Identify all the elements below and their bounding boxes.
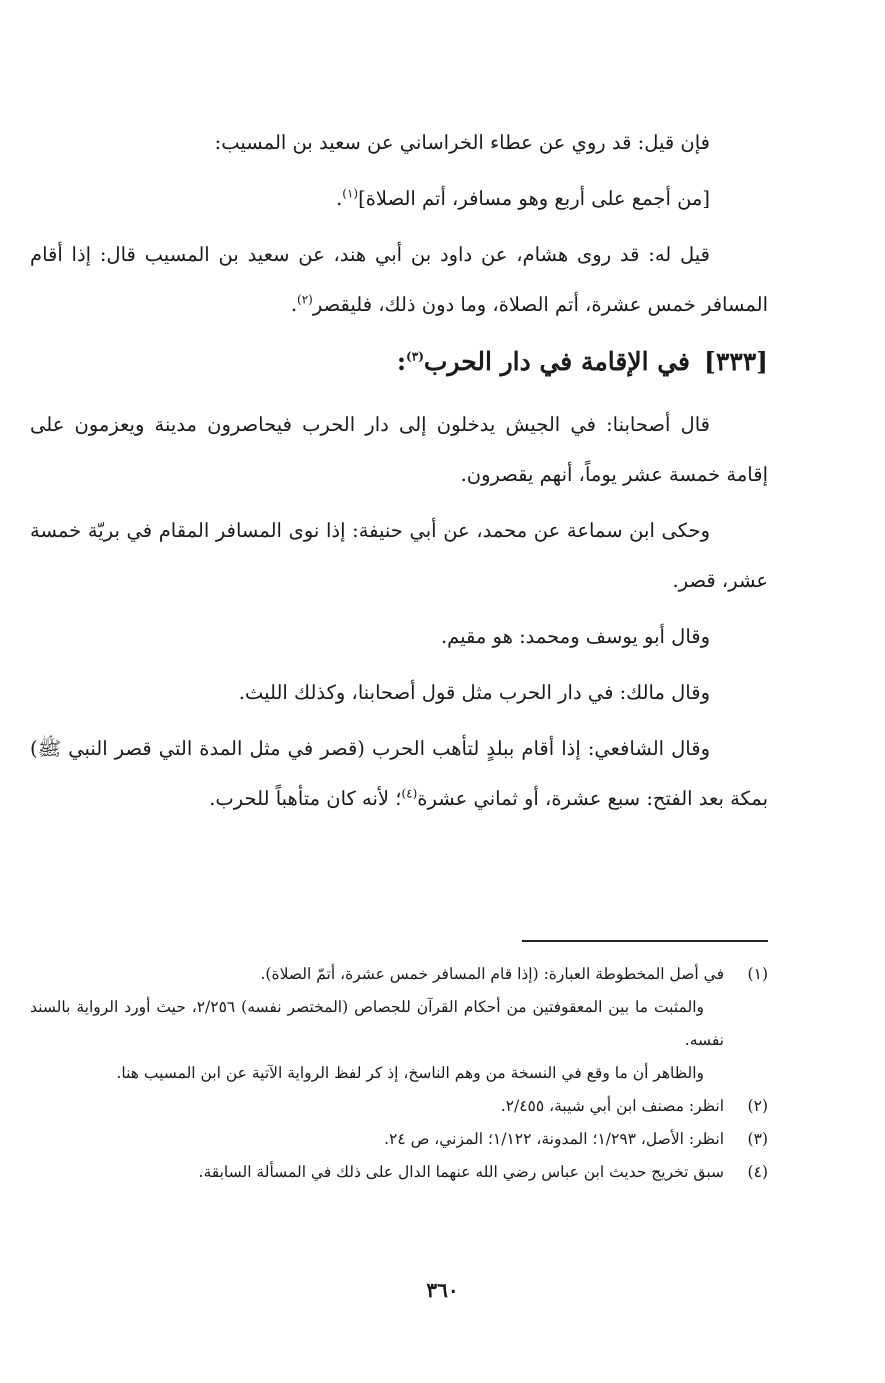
footnote-4 — [30, 1156, 768, 1189]
footnotes — [30, 958, 768, 1189]
paragraph-5: وحكى ابن سماعة عن محمد، عن أبي حنيفة: إذا نوى المسافر المقام في بريّة خمسة عشر، قصر. — [30, 519, 768, 592]
footnote-text: انظر: مصنف ابن أبي شيبة، ٢/٤٥٥. — [500, 1097, 724, 1115]
footnote-number: (١) — [747, 965, 768, 983]
paragraph-6: وقال أبو يوسف ومحمد: هو مقيم. — [440, 625, 710, 648]
footnote-separator — [522, 940, 768, 942]
page-number: ٣٦٠ — [426, 1278, 459, 1302]
footnote-ref-4[interactable]: (٤) — [401, 786, 418, 801]
footnote-1 — [30, 958, 768, 991]
footnote-text: في أصل المخطوطة العبارة: (إذا قام المسافر خمس عشرة، أتمّ الصلاة). — [260, 965, 724, 983]
paragraph-3: قيل له: قد روى هشام، عن داود بن أبي هند، عن سعيد بن المسيب قال: إذا أقام المسافر خمس عشرة، أتم الصلاة، وما دون ذلك، فليقصر$^{(٢)}$. — [30, 243, 768, 316]
paragraph-1: فإن قيل: قد روي عن عطاء الخراساني عن سعيد بن المسيب: — [214, 131, 710, 154]
section-number: [٣٣٣] — [704, 347, 768, 376]
footnote-number: (٢) — [747, 1097, 768, 1115]
footnote-number: (٣) — [747, 1130, 768, 1148]
footnote-ref-3[interactable]: (٣) — [406, 349, 424, 364]
section-heading: [٣٣٣]في الإقامة في دار الحرب$^{(٣)}$: — [396, 347, 768, 376]
footnote-ref-2[interactable]: (٢) — [297, 292, 313, 307]
footnote-2 — [30, 1090, 768, 1123]
paragraph-2: [من أجمع على أربع وهو مسافر، أتم الصلاة]$^{(١)}$. — [336, 186, 710, 210]
footnote-ref-1[interactable]: (١) — [342, 186, 359, 201]
paragraph-8: وقال الشافعي: إذا أقام ببلدٍ لتأهب الحرب (قصر في مثل المدة التي قصر النبي ﷺ) بمكة بعد الفتح: سبع عشرة، أو ثماني عشرة$^{(٤)}$؛ لأنه كان متأهباً للحرب. — [30, 737, 768, 810]
paragraph-4: قال أصحابنا: في الجيش يدخلون إلى دار الحرب فيحاصرون مدينة ويعزمون على إقامة خمسة عشر يوماً، أنهم يقصرون. — [30, 413, 768, 486]
footnote-1-continuation-a: والمثبت ما بين المعقوفتين من أحكام القرآن للجصاص (المختصر نفسه) ٢/٢٥٦، حيث أورد الرواية بالسند نفسه. — [30, 998, 724, 1049]
footnote-text: سبق تخريج حديث ابن عباس رضي الله عنهما الدال على ذلك في المسألة السابقة. — [198, 1163, 724, 1181]
footnote-3 — [30, 1123, 768, 1156]
section-title: في الإقامة في دار الحرب — [423, 347, 691, 376]
main-text — [30, 118, 768, 830]
footnote-1-continuation-b: والظاهر أن ما وقع في النسخة من وهم الناسخ، إذ كر لفظ الرواية الآتية عن ابن المسيب هنا. — [116, 1064, 704, 1082]
footnote-number: (٤) — [747, 1163, 768, 1181]
footnote-text: انظر: الأصل، ١/٢٩٣؛ المدونة، ١/١٢٢؛ المزني، ص ٢٤. — [384, 1130, 724, 1148]
paragraph-7: وقال مالك: في دار الحرب مثل قول أصحابنا، وكذلك الليث. — [238, 681, 710, 704]
